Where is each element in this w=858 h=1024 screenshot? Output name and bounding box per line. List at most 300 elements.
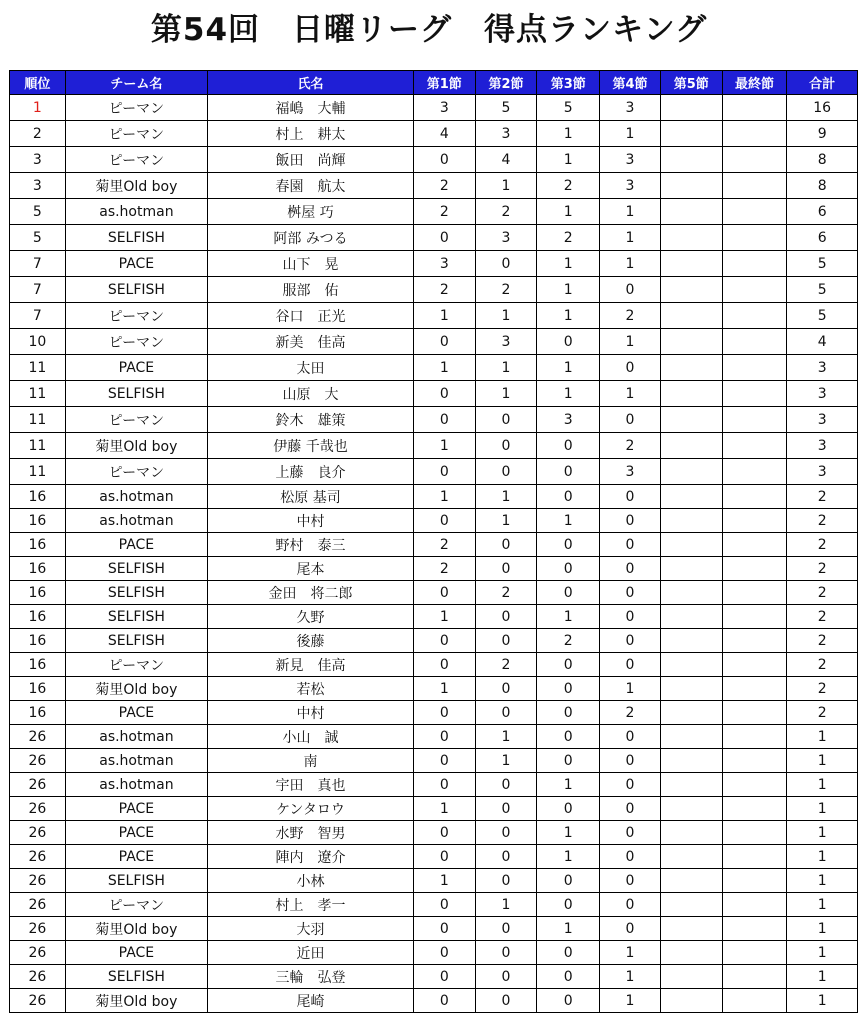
final-round-cell bbox=[722, 797, 787, 821]
round-2-cell: 1 bbox=[475, 381, 537, 407]
round-3-cell: 0 bbox=[537, 989, 600, 1013]
rank-cell: 16 bbox=[10, 509, 66, 533]
round-2-cell: 0 bbox=[475, 459, 537, 485]
round-5-cell bbox=[660, 677, 722, 701]
round-3-cell: 1 bbox=[537, 147, 600, 173]
rank-cell: 11 bbox=[10, 381, 66, 407]
player-cell: 南 bbox=[208, 749, 414, 773]
team-cell: SELFISH bbox=[65, 869, 207, 893]
round-1-cell: 2 bbox=[413, 533, 475, 557]
round-3-cell: 0 bbox=[537, 485, 600, 509]
rank-cell: 11 bbox=[10, 407, 66, 433]
table-row bbox=[10, 509, 858, 533]
round-5-cell bbox=[660, 797, 722, 821]
player-cell: 新見 佳高 bbox=[208, 653, 414, 677]
final-round-cell bbox=[722, 533, 787, 557]
team-cell: PACE bbox=[65, 797, 207, 821]
rank-cell: 26 bbox=[10, 845, 66, 869]
table-row bbox=[10, 355, 858, 381]
round-5-cell bbox=[660, 277, 722, 303]
round-2-cell: 0 bbox=[475, 629, 537, 653]
round-2-cell: 0 bbox=[475, 677, 537, 701]
round-1-cell: 0 bbox=[413, 225, 475, 251]
round-1-cell: 1 bbox=[413, 605, 475, 629]
team-cell: 菊里Old boy bbox=[65, 173, 207, 199]
round-1-cell: 1 bbox=[413, 485, 475, 509]
team-cell: ピーマン bbox=[65, 459, 207, 485]
player-cell: 中村 bbox=[208, 509, 414, 533]
final-round-cell bbox=[722, 629, 787, 653]
round-1-cell: 2 bbox=[413, 557, 475, 581]
round-4-cell: 1 bbox=[600, 199, 661, 225]
table-row bbox=[10, 329, 858, 355]
total-cell: 3 bbox=[787, 433, 858, 459]
ranking-body bbox=[10, 95, 858, 1013]
rank-cell: 7 bbox=[10, 303, 66, 329]
player-cell: 新美 佳高 bbox=[208, 329, 414, 355]
total-cell: 1 bbox=[787, 773, 858, 797]
round-4-cell: 1 bbox=[600, 329, 661, 355]
final-round-cell bbox=[722, 407, 787, 433]
total-cell: 5 bbox=[787, 251, 858, 277]
round-2-cell: 0 bbox=[475, 941, 537, 965]
round-5-cell bbox=[660, 509, 722, 533]
round-1-cell: 0 bbox=[413, 845, 475, 869]
round-1-cell: 0 bbox=[413, 381, 475, 407]
table-row bbox=[10, 821, 858, 845]
header-rank: 順位 bbox=[10, 71, 66, 95]
round-1-cell: 0 bbox=[413, 773, 475, 797]
rank-cell: 16 bbox=[10, 485, 66, 509]
team-cell: as.hotman bbox=[65, 199, 207, 225]
team-cell: SELFISH bbox=[65, 629, 207, 653]
round-3-cell: 0 bbox=[537, 533, 600, 557]
round-1-cell: 3 bbox=[413, 251, 475, 277]
total-cell: 3 bbox=[787, 459, 858, 485]
round-2-cell: 1 bbox=[475, 893, 537, 917]
final-round-cell bbox=[722, 869, 787, 893]
final-round-cell bbox=[722, 773, 787, 797]
round-2-cell: 0 bbox=[475, 989, 537, 1013]
round-4-cell: 3 bbox=[600, 459, 661, 485]
final-round-cell bbox=[722, 653, 787, 677]
team-cell: SELFISH bbox=[65, 277, 207, 303]
table-row bbox=[10, 653, 858, 677]
round-1-cell: 0 bbox=[413, 459, 475, 485]
round-3-cell: 1 bbox=[537, 277, 600, 303]
final-round-cell bbox=[722, 381, 787, 407]
final-round-cell bbox=[722, 303, 787, 329]
total-cell: 1 bbox=[787, 749, 858, 773]
total-cell: 2 bbox=[787, 653, 858, 677]
round-1-cell: 0 bbox=[413, 725, 475, 749]
total-cell: 16 bbox=[787, 95, 858, 121]
round-5-cell bbox=[660, 407, 722, 433]
round-4-cell: 0 bbox=[600, 917, 661, 941]
final-round-cell bbox=[722, 509, 787, 533]
total-cell: 1 bbox=[787, 797, 858, 821]
round-3-cell: 0 bbox=[537, 965, 600, 989]
round-5-cell bbox=[660, 989, 722, 1013]
player-cell: 福嶋 大輔 bbox=[208, 95, 414, 121]
header-round-2: 第2節 bbox=[475, 71, 537, 95]
round-2-cell: 0 bbox=[475, 701, 537, 725]
round-4-cell: 0 bbox=[600, 557, 661, 581]
round-5-cell bbox=[660, 917, 722, 941]
round-2-cell: 2 bbox=[475, 653, 537, 677]
rank-cell: 5 bbox=[10, 199, 66, 225]
team-cell: PACE bbox=[65, 355, 207, 381]
team-cell: PACE bbox=[65, 701, 207, 725]
table-row bbox=[10, 557, 858, 581]
rank-cell: 26 bbox=[10, 821, 66, 845]
team-cell: as.hotman bbox=[65, 725, 207, 749]
round-4-cell: 1 bbox=[600, 941, 661, 965]
round-1-cell: 0 bbox=[413, 629, 475, 653]
total-cell: 1 bbox=[787, 869, 858, 893]
round-2-cell: 4 bbox=[475, 147, 537, 173]
round-2-cell: 0 bbox=[475, 605, 537, 629]
final-round-cell bbox=[722, 251, 787, 277]
round-1-cell: 3 bbox=[413, 95, 475, 121]
table-row bbox=[10, 303, 858, 329]
round-5-cell bbox=[660, 147, 722, 173]
final-round-cell bbox=[722, 173, 787, 199]
total-cell: 8 bbox=[787, 147, 858, 173]
round-5-cell bbox=[660, 433, 722, 459]
total-cell: 5 bbox=[787, 303, 858, 329]
round-2-cell: 1 bbox=[475, 173, 537, 199]
round-2-cell: 0 bbox=[475, 869, 537, 893]
round-4-cell: 0 bbox=[600, 629, 661, 653]
round-4-cell: 1 bbox=[600, 225, 661, 251]
table-row bbox=[10, 845, 858, 869]
table-row bbox=[10, 459, 858, 485]
round-4-cell: 0 bbox=[600, 845, 661, 869]
round-2-cell: 0 bbox=[475, 821, 537, 845]
round-1-cell: 0 bbox=[413, 821, 475, 845]
total-cell: 1 bbox=[787, 965, 858, 989]
team-cell: PACE bbox=[65, 533, 207, 557]
total-cell: 3 bbox=[787, 381, 858, 407]
round-3-cell: 1 bbox=[537, 121, 600, 147]
round-4-cell: 0 bbox=[600, 869, 661, 893]
round-4-cell: 0 bbox=[600, 653, 661, 677]
player-cell: 伊藤 千哉也 bbox=[208, 433, 414, 459]
player-cell: 村上 耕太 bbox=[208, 121, 414, 147]
round-1-cell: 1 bbox=[413, 355, 475, 381]
round-3-cell: 0 bbox=[537, 677, 600, 701]
player-cell: 小林 bbox=[208, 869, 414, 893]
table-row bbox=[10, 869, 858, 893]
table-row bbox=[10, 225, 858, 251]
round-2-cell: 2 bbox=[475, 277, 537, 303]
table-row bbox=[10, 605, 858, 629]
round-1-cell: 1 bbox=[413, 677, 475, 701]
round-3-cell: 1 bbox=[537, 917, 600, 941]
round-4-cell: 0 bbox=[600, 749, 661, 773]
round-4-cell: 1 bbox=[600, 677, 661, 701]
round-3-cell: 1 bbox=[537, 605, 600, 629]
table-row bbox=[10, 485, 858, 509]
round-3-cell: 5 bbox=[537, 95, 600, 121]
total-cell: 1 bbox=[787, 821, 858, 845]
round-4-cell: 0 bbox=[600, 605, 661, 629]
total-cell: 3 bbox=[787, 407, 858, 433]
round-2-cell: 2 bbox=[475, 199, 537, 225]
round-1-cell: 2 bbox=[413, 199, 475, 225]
player-cell: 飯田 尚輝 bbox=[208, 147, 414, 173]
player-cell: 太田 bbox=[208, 355, 414, 381]
final-round-cell bbox=[722, 605, 787, 629]
final-round-cell bbox=[722, 433, 787, 459]
round-5-cell bbox=[660, 653, 722, 677]
round-2-cell: 0 bbox=[475, 407, 537, 433]
total-cell: 2 bbox=[787, 557, 858, 581]
player-cell: 近田 bbox=[208, 941, 414, 965]
round-3-cell: 1 bbox=[537, 303, 600, 329]
player-cell: 鈴木 雄策 bbox=[208, 407, 414, 433]
round-4-cell: 2 bbox=[600, 433, 661, 459]
table-row bbox=[10, 773, 858, 797]
round-1-cell: 0 bbox=[413, 147, 475, 173]
round-5-cell bbox=[660, 701, 722, 725]
team-cell: ピーマン bbox=[65, 329, 207, 355]
player-cell: 宇田 真也 bbox=[208, 773, 414, 797]
table-row bbox=[10, 199, 858, 225]
round-5-cell bbox=[660, 749, 722, 773]
round-4-cell: 1 bbox=[600, 989, 661, 1013]
round-4-cell: 2 bbox=[600, 701, 661, 725]
round-2-cell: 1 bbox=[475, 509, 537, 533]
rank-cell: 7 bbox=[10, 277, 66, 303]
team-cell: SELFISH bbox=[65, 225, 207, 251]
round-2-cell: 2 bbox=[475, 581, 537, 605]
round-2-cell: 0 bbox=[475, 251, 537, 277]
total-cell: 2 bbox=[787, 581, 858, 605]
total-cell: 1 bbox=[787, 989, 858, 1013]
table-row bbox=[10, 797, 858, 821]
total-cell: 3 bbox=[787, 355, 858, 381]
team-cell: SELFISH bbox=[65, 381, 207, 407]
round-3-cell: 1 bbox=[537, 821, 600, 845]
round-2-cell: 0 bbox=[475, 965, 537, 989]
table-row bbox=[10, 701, 858, 725]
round-2-cell: 3 bbox=[475, 225, 537, 251]
table-row bbox=[10, 965, 858, 989]
page-title: 第54回 日曜リーグ 得点ランキング bbox=[150, 12, 708, 48]
ranking-table bbox=[9, 70, 858, 1013]
team-cell: ピーマン bbox=[65, 893, 207, 917]
player-cell: 谷口 正光 bbox=[208, 303, 414, 329]
team-cell: PACE bbox=[65, 845, 207, 869]
total-cell: 1 bbox=[787, 725, 858, 749]
round-1-cell: 4 bbox=[413, 121, 475, 147]
round-3-cell: 1 bbox=[537, 845, 600, 869]
header-player: 氏名 bbox=[208, 71, 414, 95]
team-cell: 菊里Old boy bbox=[65, 677, 207, 701]
team-cell: PACE bbox=[65, 251, 207, 277]
round-1-cell: 1 bbox=[413, 303, 475, 329]
round-3-cell: 0 bbox=[537, 329, 600, 355]
rank-cell: 16 bbox=[10, 557, 66, 581]
total-cell: 1 bbox=[787, 893, 858, 917]
header-round-3: 第3節 bbox=[537, 71, 600, 95]
rank-cell: 26 bbox=[10, 893, 66, 917]
player-cell: ケンタロウ bbox=[208, 797, 414, 821]
rank-cell: 11 bbox=[10, 355, 66, 381]
rank-cell: 1 bbox=[10, 95, 66, 121]
team-cell: ピーマン bbox=[65, 303, 207, 329]
round-5-cell bbox=[660, 845, 722, 869]
final-round-cell bbox=[722, 965, 787, 989]
round-4-cell: 0 bbox=[600, 797, 661, 821]
round-3-cell: 0 bbox=[537, 459, 600, 485]
round-1-cell: 0 bbox=[413, 653, 475, 677]
rank-cell: 16 bbox=[10, 581, 66, 605]
total-cell: 1 bbox=[787, 941, 858, 965]
round-3-cell: 1 bbox=[537, 251, 600, 277]
rank-cell: 5 bbox=[10, 225, 66, 251]
rank-cell: 26 bbox=[10, 797, 66, 821]
round-4-cell: 0 bbox=[600, 821, 661, 845]
round-1-cell: 0 bbox=[413, 509, 475, 533]
round-5-cell bbox=[660, 173, 722, 199]
round-3-cell: 2 bbox=[537, 173, 600, 199]
round-2-cell: 1 bbox=[475, 303, 537, 329]
round-2-cell: 0 bbox=[475, 797, 537, 821]
player-cell: 後藤 bbox=[208, 629, 414, 653]
total-cell: 2 bbox=[787, 629, 858, 653]
round-5-cell bbox=[660, 557, 722, 581]
table-row bbox=[10, 941, 858, 965]
round-5-cell bbox=[660, 725, 722, 749]
rank-cell: 26 bbox=[10, 749, 66, 773]
round-5-cell bbox=[660, 95, 722, 121]
rank-cell: 26 bbox=[10, 869, 66, 893]
round-3-cell: 0 bbox=[537, 433, 600, 459]
total-cell: 2 bbox=[787, 509, 858, 533]
round-5-cell bbox=[660, 199, 722, 225]
rank-cell: 3 bbox=[10, 147, 66, 173]
round-3-cell: 1 bbox=[537, 509, 600, 533]
round-3-cell: 0 bbox=[537, 725, 600, 749]
rank-cell: 11 bbox=[10, 459, 66, 485]
round-5-cell bbox=[660, 329, 722, 355]
table-row bbox=[10, 251, 858, 277]
rank-cell: 26 bbox=[10, 725, 66, 749]
final-round-cell bbox=[722, 557, 787, 581]
rank-cell: 26 bbox=[10, 773, 66, 797]
final-round-cell bbox=[722, 485, 787, 509]
round-5-cell bbox=[660, 303, 722, 329]
round-2-cell: 5 bbox=[475, 95, 537, 121]
round-3-cell: 0 bbox=[537, 797, 600, 821]
team-cell: SELFISH bbox=[65, 581, 207, 605]
team-cell: 菊里Old boy bbox=[65, 917, 207, 941]
table-row bbox=[10, 533, 858, 557]
round-2-cell: 0 bbox=[475, 433, 537, 459]
round-4-cell: 0 bbox=[600, 277, 661, 303]
table-row bbox=[10, 989, 858, 1013]
rank-cell: 16 bbox=[10, 533, 66, 557]
rank-cell: 26 bbox=[10, 917, 66, 941]
round-5-cell bbox=[660, 381, 722, 407]
player-cell: 山下 晃 bbox=[208, 251, 414, 277]
table-row bbox=[10, 95, 858, 121]
team-cell: PACE bbox=[65, 821, 207, 845]
total-cell: 2 bbox=[787, 485, 858, 509]
round-1-cell: 0 bbox=[413, 989, 475, 1013]
round-3-cell: 0 bbox=[537, 653, 600, 677]
table-row bbox=[10, 407, 858, 433]
final-round-cell bbox=[722, 941, 787, 965]
final-round-cell bbox=[722, 677, 787, 701]
round-3-cell: 0 bbox=[537, 581, 600, 605]
round-4-cell: 0 bbox=[600, 355, 661, 381]
round-1-cell: 1 bbox=[413, 797, 475, 821]
round-5-cell bbox=[660, 225, 722, 251]
player-cell: 上藤 良介 bbox=[208, 459, 414, 485]
round-1-cell: 0 bbox=[413, 893, 475, 917]
table-row bbox=[10, 581, 858, 605]
player-cell: 大羽 bbox=[208, 917, 414, 941]
round-3-cell: 2 bbox=[537, 225, 600, 251]
table-row bbox=[10, 433, 858, 459]
total-cell: 5 bbox=[787, 277, 858, 303]
table-row bbox=[10, 677, 858, 701]
player-cell: 桝屋 巧 bbox=[208, 199, 414, 225]
round-4-cell: 0 bbox=[600, 581, 661, 605]
final-round-cell bbox=[722, 95, 787, 121]
round-3-cell: 0 bbox=[537, 749, 600, 773]
player-cell: 村上 孝一 bbox=[208, 893, 414, 917]
round-5-cell bbox=[660, 459, 722, 485]
round-4-cell: 0 bbox=[600, 407, 661, 433]
total-cell: 2 bbox=[787, 677, 858, 701]
team-cell: ピーマン bbox=[65, 407, 207, 433]
round-4-cell: 0 bbox=[600, 725, 661, 749]
round-5-cell bbox=[660, 605, 722, 629]
round-3-cell: 3 bbox=[537, 407, 600, 433]
header-round-1: 第1節 bbox=[413, 71, 475, 95]
rank-cell: 7 bbox=[10, 251, 66, 277]
total-cell: 1 bbox=[787, 917, 858, 941]
total-cell: 6 bbox=[787, 225, 858, 251]
player-cell: 久野 bbox=[208, 605, 414, 629]
table-row bbox=[10, 121, 858, 147]
team-cell: 菊里Old boy bbox=[65, 433, 207, 459]
player-cell: 春園 航太 bbox=[208, 173, 414, 199]
table-row bbox=[10, 147, 858, 173]
header-final-round: 最終節 bbox=[722, 71, 787, 95]
round-3-cell: 0 bbox=[537, 893, 600, 917]
team-cell: as.hotman bbox=[65, 773, 207, 797]
player-cell: 三輪 弘登 bbox=[208, 965, 414, 989]
final-round-cell bbox=[722, 989, 787, 1013]
final-round-cell bbox=[722, 329, 787, 355]
player-cell: 小山 誠 bbox=[208, 725, 414, 749]
header-total: 合計 bbox=[787, 71, 858, 95]
player-cell: 中村 bbox=[208, 701, 414, 725]
rank-cell: 26 bbox=[10, 989, 66, 1013]
final-round-cell bbox=[722, 355, 787, 381]
round-4-cell: 0 bbox=[600, 893, 661, 917]
rank-cell: 16 bbox=[10, 605, 66, 629]
round-5-cell bbox=[660, 773, 722, 797]
final-round-cell bbox=[722, 459, 787, 485]
table-row bbox=[10, 725, 858, 749]
